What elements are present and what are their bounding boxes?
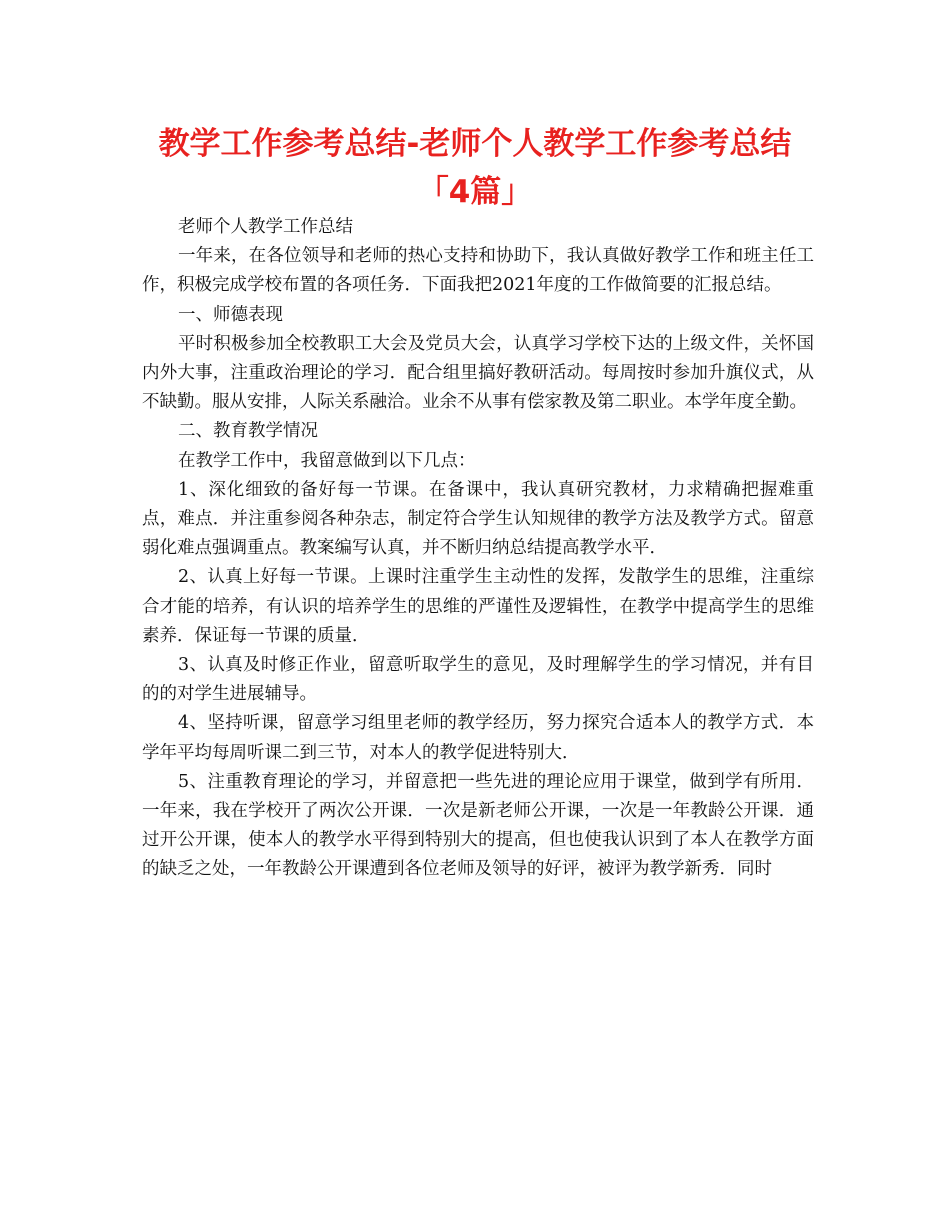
paragraph: 二、教育教学情况 (178, 421, 318, 442)
paragraph: 3、认真及时修正作业，留意听取学生的意见，及时理解学生的学习情况，并有目的的对学生进展辅导。 (142, 655, 814, 705)
paragraph: 5、注重教育理论的学习，并留意把一些先进的理论应用于课堂，做到学有所用．一年来，我在学校开了两次公开课．一次是新老师公开课，一次是一年教龄公开课．通过开公开课，使本人的教学水平得到特别大的提高，但也使我认识到了本人在教学方面的缺乏之处，一年教龄公开课遭到各位老师及领导的好评，被评为教学新秀．同时 (142, 771, 814, 880)
paragraph: 1、深化细致的备好每一节课。在备课中，我认真研究教材，力求精确把握难重点，难点．并注重参阅各种杂志，制定符合学生认知规律的教学方法及教学方式。留意弱化难点强调重点。教案编写认真，并不断归纳总结提高教学水平． (142, 479, 814, 559)
document-title: 教学工作参考总结-老师个人教学工作参考总结「4篇」 (158, 126, 792, 210)
paragraph: 老师个人教学工作总结 (178, 217, 353, 237)
paragraph: 2、认真上好每一节课。上课时注重学生主动性的发挥，发散学生的思维，注重综合才能的培养，有认识的培养学生的思维的严谨性及逻辑性，在教学中提高学生的思维素养．保证每一节课的质量． (142, 567, 814, 646)
paragraph: 一、师德表现 (178, 304, 283, 325)
paragraph: 在教学工作中，我留意做到以下几点： (178, 450, 476, 471)
paragraph: 一年来，在各位领导和老师的热心支持和协助下，我认真做好教学工作和班主任工作，积极完成学校布置的各项任务．下面我把2021年度的工作做简要的汇报总结。 (142, 246, 814, 296)
paragraph: 4、坚持听课，留意学习组里老师的教学经历，努力探究合适本人的教学方式．本学年平均每周听课二到三节，对本人的教学促进特别大． (142, 713, 814, 763)
document-body (142, 213, 814, 885)
paragraph: 平时积极参加全校教职工大会及党员大会，认真学习学校下达的上级文件，关怀国内外大事，注重政治理论的学习．配合组里搞好教研活动。每周按时参加升旗仪式，从不缺勤。服从安排，人际关系融洽。业余不从事有偿家教及第二职业。本学年度全勤。 (142, 333, 814, 413)
